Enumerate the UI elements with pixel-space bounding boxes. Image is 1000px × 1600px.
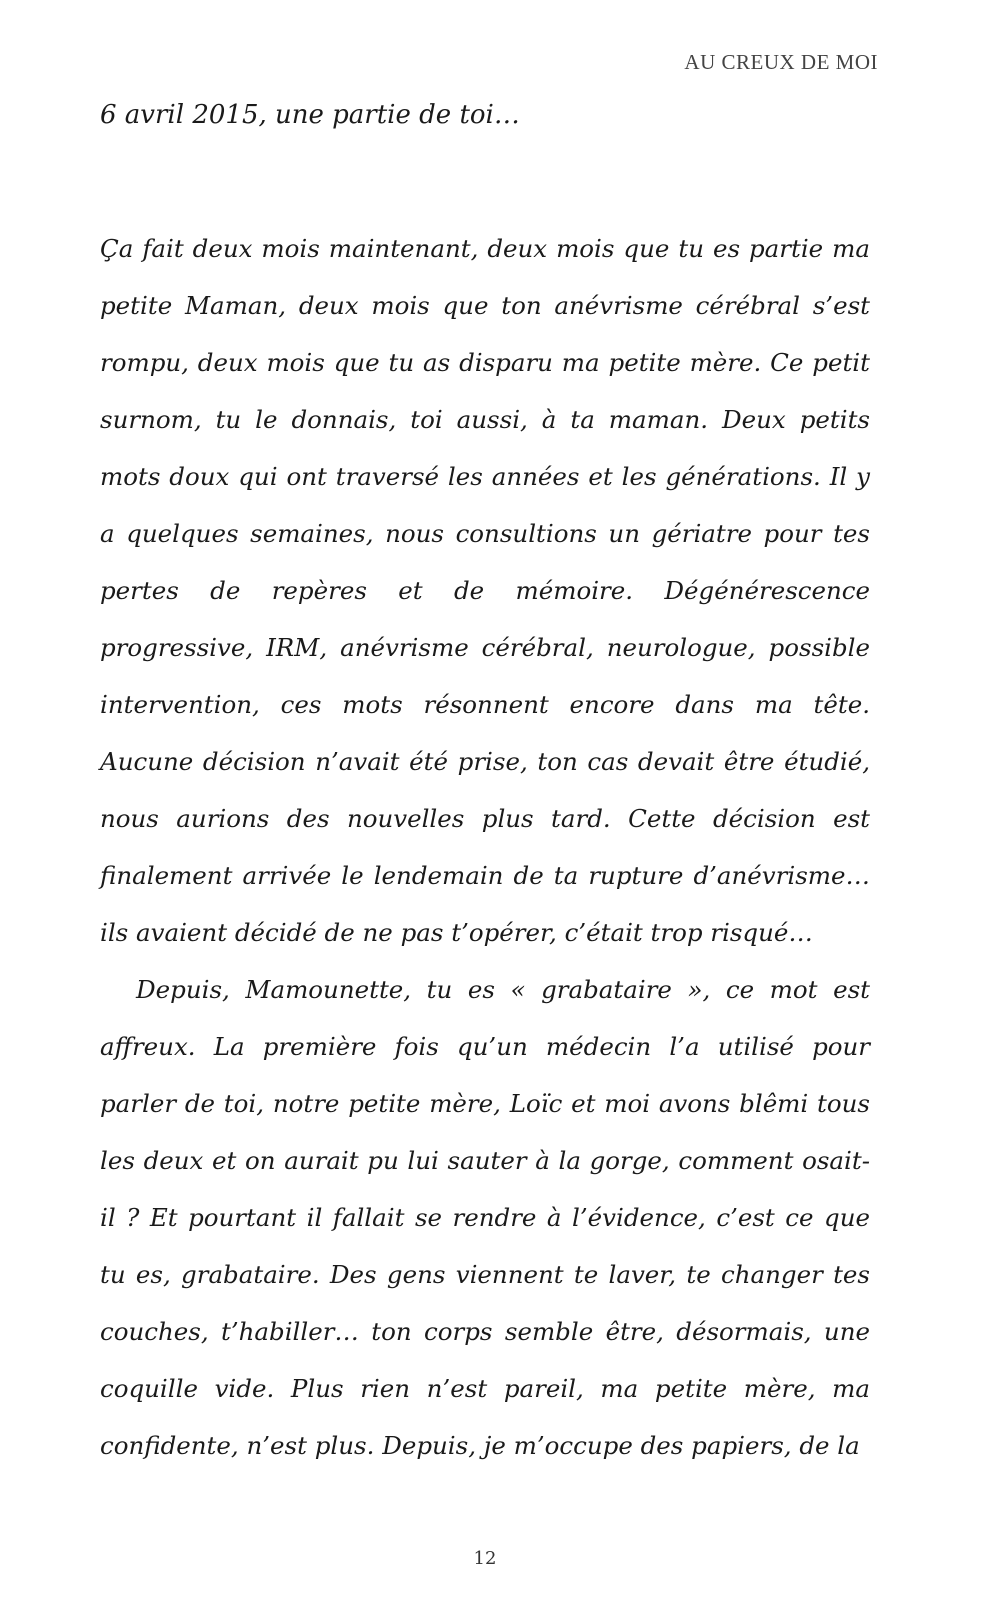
- paragraph-1: Ça fait deux mois maintenant, deux mois que tu es partie ma petite Maman, deux mois que ton anévrisme cérébral s’est rompu, deux mois que tu as disparu ma petite mère. Ce petit surnom, tu le donnais, toi aussi, à ta maman. Deux petits mots doux qui ont traversé les années et les générations. Il y a quelques semaines, nous consultions un gériatre pour tes pertes de repères et de mémoire. Dégénérescence progressive, IRM, anévrisme cérébral, neurologue, possible intervention, ces mots résonnent encore dans ma tête. Aucune décision n’avait été prise, ton cas devait être étudié, nous aurions des nouvelles plus tard. Cette décision est finalement arrivée le lendemain de ta rupture d’anévrisme… ils avaient décidé de ne pas t’opérer, c’était trop risqué…: [100, 234, 870, 947]
- page-number: 12: [473, 1548, 497, 1569]
- chapter-title: 6 avril 2015, une partie de toi…: [100, 100, 520, 130]
- body-text: [100, 220, 870, 1474]
- paragraph-2: Depuis, Mamounette, tu es « grabataire », ce mot est affreux. La première fois qu’un médecin l’a utilisé pour parler de toi, notre petite mère, Loïc et moi avons blêmi tous les deux et on aurait pu lui sauter à la gorge, comment osait-il ? Et pourtant il fallait se rendre à l’évidence, c’est ce que tu es, grabataire. Des gens viennent te laver, te changer tes couches, t’habiller… ton corps semble être, désormais, une coquille vide. Plus rien n’est pareil, ma petite mère, ma confidente, n’est plus. Depuis, je m’occupe des papiers, de la: [100, 975, 870, 1460]
- running-header: AU CREUX DE MOI: [684, 50, 878, 74]
